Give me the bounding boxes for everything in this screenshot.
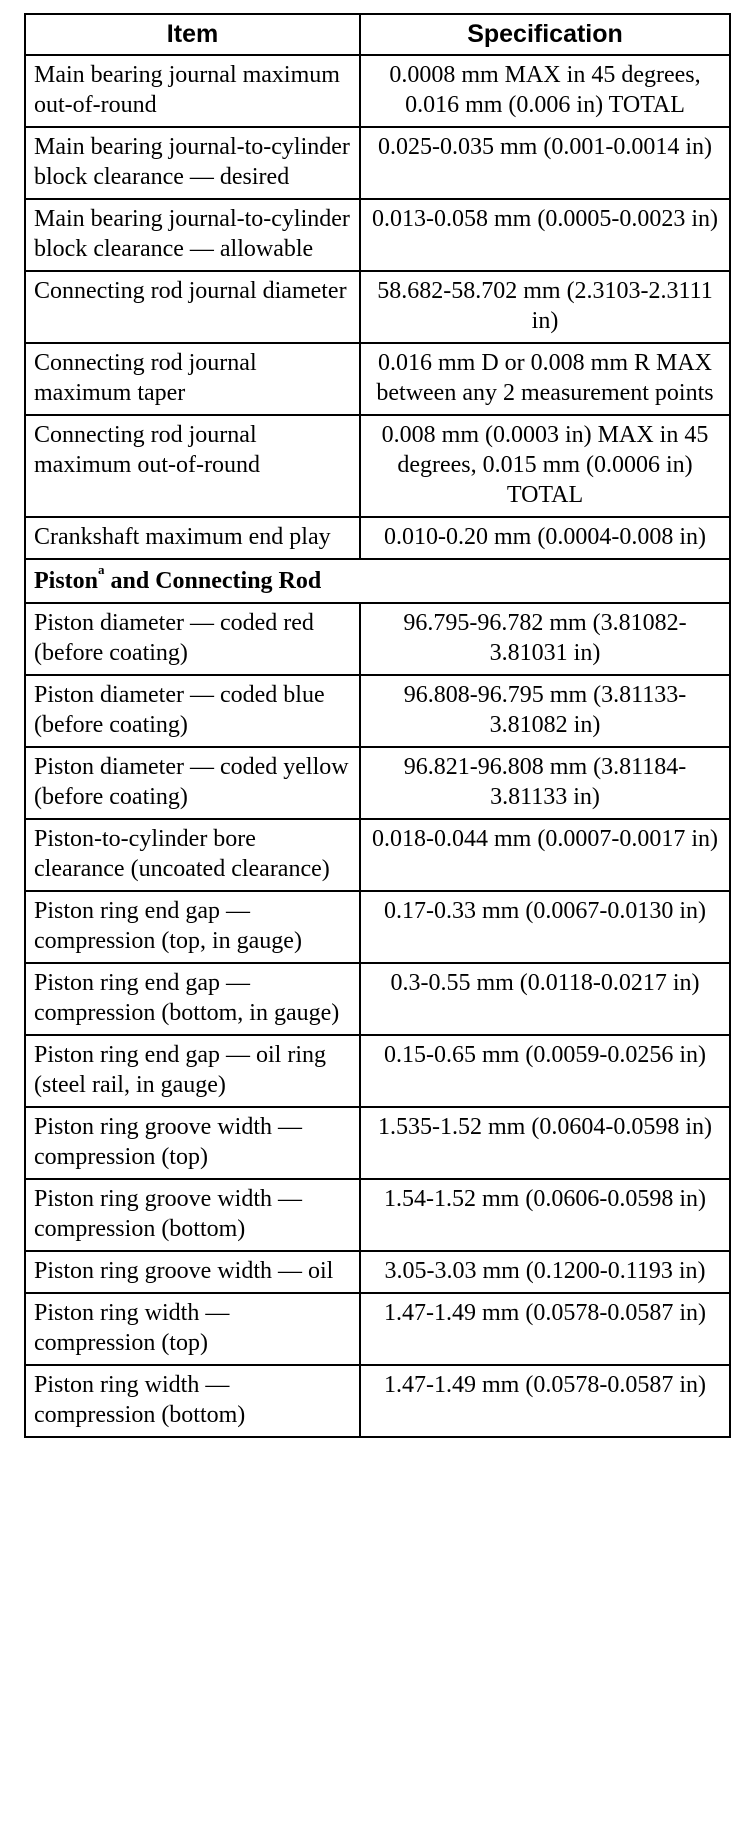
header-row [25, 14, 730, 55]
table-row [25, 1293, 730, 1365]
item-cell: Piston ring groove width — oil [25, 1251, 360, 1293]
spec-cell: 0.025-0.035 mm (0.001-0.0014 in) [360, 127, 730, 199]
item-cell: Piston ring groove width — compression (bottom) [25, 1179, 360, 1251]
table-row [25, 199, 730, 271]
spec-cell: 3.05-3.03 mm (0.1200-0.1193 in) [360, 1251, 730, 1293]
table-row [25, 819, 730, 891]
spec-cell: 0.0008 mm MAX in 45 degrees, 0.016 mm (0.006 in) TOTAL [360, 55, 730, 127]
spec-cell: 0.17-0.33 mm (0.0067-0.0130 in) [360, 891, 730, 963]
table-row [25, 1179, 730, 1251]
spec-cell: 0.008 mm (0.0003 in) MAX in 45 degrees, 0.015 mm (0.0006 in) TOTAL [360, 415, 730, 517]
item-cell: Main bearing journal maximum out-of-round [25, 55, 360, 127]
section-row [25, 559, 730, 603]
spec-cell: 1.47-1.49 mm (0.0578-0.0587 in) [360, 1365, 730, 1437]
table-row [25, 675, 730, 747]
spec-cell: 96.821-96.808 mm (3.81184-3.81133 in) [360, 747, 730, 819]
spec-cell: 0.15-0.65 mm (0.0059-0.0256 in) [360, 1035, 730, 1107]
spec-cell: 96.808-96.795 mm (3.81133-3.81082 in) [360, 675, 730, 747]
item-cell: Connecting rod journal maximum taper [25, 343, 360, 415]
footnote-marker: a [98, 562, 105, 577]
item-cell: Main bearing journal-to-cylinder block clearance — allowable [25, 199, 360, 271]
table-row [25, 415, 730, 517]
table-row [25, 747, 730, 819]
table-row [25, 1107, 730, 1179]
item-cell: Piston diameter — coded red (before coating) [25, 603, 360, 675]
specification-table [24, 13, 731, 1438]
item-cell: Connecting rod journal diameter [25, 271, 360, 343]
table-row [25, 1035, 730, 1107]
table-row [25, 127, 730, 199]
spec-cell: 58.682-58.702 mm (2.3103-2.3111 in) [360, 271, 730, 343]
spec-cell: 0.016 mm D or 0.008 mm R MAX between any 2 measurement points [360, 343, 730, 415]
item-cell: Piston ring width — compression (bottom) [25, 1365, 360, 1437]
item-cell: Piston ring end gap — compression (bottom, in gauge) [25, 963, 360, 1035]
table-row [25, 271, 730, 343]
section-title-suffix: and Connecting Rod [104, 568, 322, 594]
spec-cell: 1.47-1.49 mm (0.0578-0.0587 in) [360, 1293, 730, 1365]
item-cell: Piston ring end gap — compression (top, in gauge) [25, 891, 360, 963]
table-row [25, 963, 730, 1035]
item-cell: Piston diameter — coded yellow (before coating) [25, 747, 360, 819]
spec-cell: 0.013-0.058 mm (0.0005-0.0023 in) [360, 199, 730, 271]
item-column-header: Item [25, 14, 360, 55]
item-cell: Piston ring end gap — oil ring (steel rail, in gauge) [25, 1035, 360, 1107]
spec-cell: 0.3-0.55 mm (0.0118-0.0217 in) [360, 963, 730, 1035]
item-cell: Crankshaft maximum end play [25, 517, 360, 559]
item-cell: Piston-to-cylinder bore clearance (uncoated clearance) [25, 819, 360, 891]
item-cell: Connecting rod journal maximum out-of-round [25, 415, 360, 517]
table-row [25, 55, 730, 127]
table-row [25, 517, 730, 559]
spec-cell: 1.535-1.52 mm (0.0604-0.0598 in) [360, 1107, 730, 1179]
table-row [25, 343, 730, 415]
item-cell: Piston diameter — coded blue (before coating) [25, 675, 360, 747]
item-cell: Main bearing journal-to-cylinder block clearance — desired [25, 127, 360, 199]
table-row [25, 603, 730, 675]
section-title [25, 559, 730, 603]
specification-column-header: Specification [360, 14, 730, 55]
table-row [25, 1365, 730, 1437]
spec-cell: 0.010-0.20 mm (0.0004-0.008 in) [360, 517, 730, 559]
table-row [25, 1251, 730, 1293]
item-cell: Piston ring width — compression (top) [25, 1293, 360, 1365]
spec-cell: 0.018-0.044 mm (0.0007-0.0017 in) [360, 819, 730, 891]
spec-cell: 1.54-1.52 mm (0.0606-0.0598 in) [360, 1179, 730, 1251]
item-cell: Piston ring groove width — compression (top) [25, 1107, 360, 1179]
table-row [25, 891, 730, 963]
spec-cell: 96.795-96.782 mm (3.81082-3.81031 in) [360, 603, 730, 675]
section-title-prefix: Piston [34, 568, 99, 594]
